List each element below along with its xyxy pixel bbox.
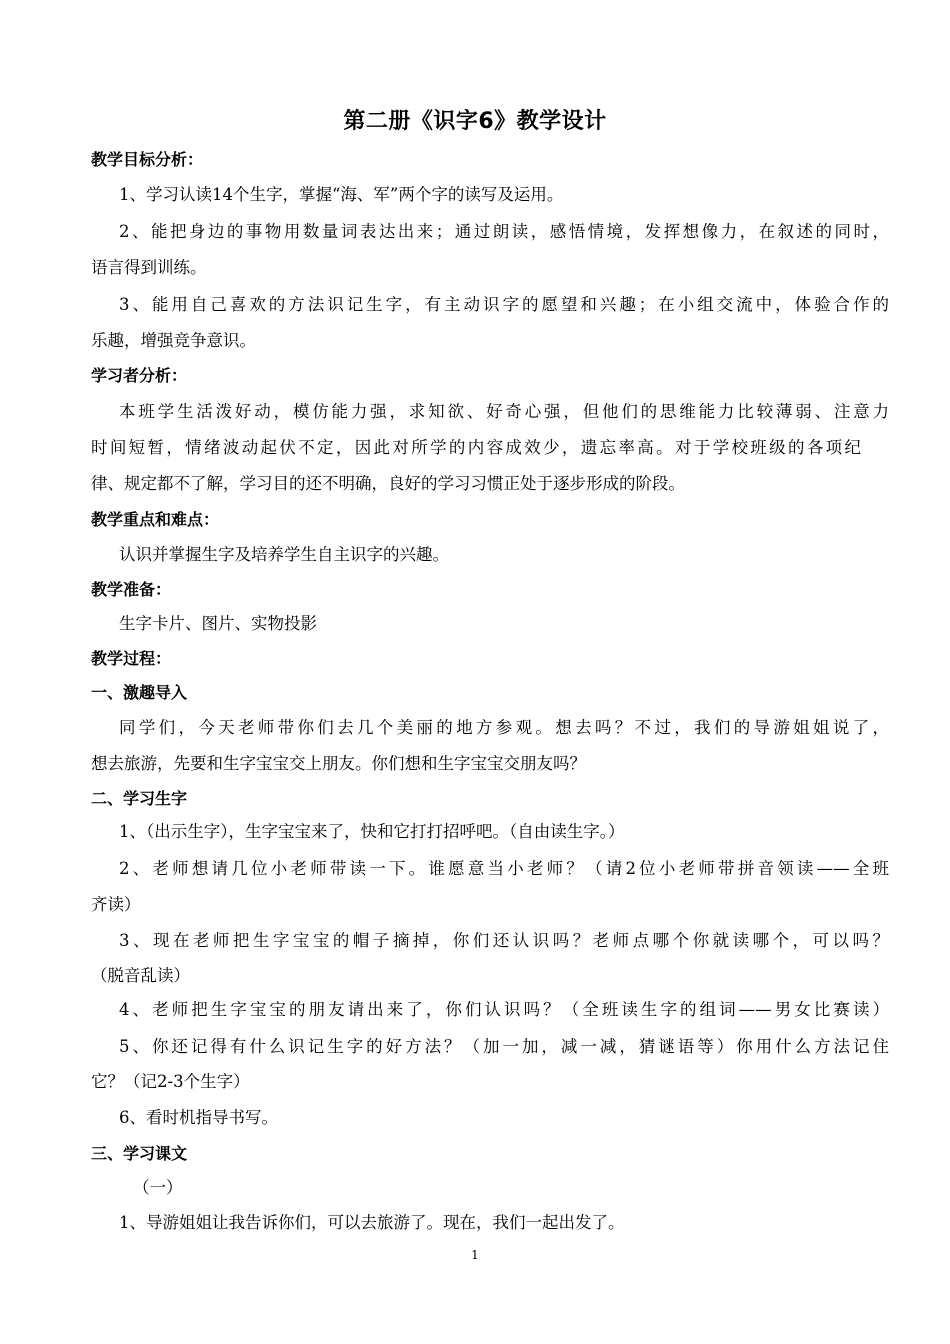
- section-heading-process: 教学过程：: [91, 649, 172, 668]
- paragraph-line: 语言得到训练。: [91, 258, 207, 277]
- subsection-heading-intro: 一、激趣导入: [91, 683, 188, 702]
- paragraph-line: 1、（出示生字），生字宝宝来了，快和它打打招呼吧。（自由读生字。）: [119, 822, 625, 841]
- paragraph-line: 同学们，今天老师带你们去几个美丽的地方参观。想去吗？不过，我们的导游姐姐说了，: [119, 718, 889, 737]
- paragraph-line: 想去旅游，先要和生字宝宝交上朋友。你们想和生字宝宝交朋友吗？: [91, 754, 586, 773]
- section-heading-objectives: 教学目标分析：: [91, 150, 204, 169]
- subsection-heading-text: 三、学习课文: [91, 1144, 188, 1163]
- paragraph-line: 生字卡片、图片、实物投影: [119, 614, 317, 633]
- paragraph-line: 1、导游姐姐让我告诉你们，可以去旅游了。现在，我们一起出发了。: [119, 1213, 625, 1232]
- paragraph-line: 它？（记2-3个生字）: [91, 1072, 250, 1091]
- paragraph-line: 3、现在老师把生字宝宝的帽子摘掉，你们还认识吗？老师点哪个你就读哪个，可以吗？: [119, 931, 889, 950]
- paragraph-line: 时间短暂，情绪波动起伏不定，因此对所学的内容成效少，遗忘率高。对于学校班级的各项纪: [91, 438, 861, 457]
- paragraph-line: （一）: [133, 1178, 183, 1197]
- paragraph-line: 律、规定都不了解，学习目的还不明确，良好的学习习惯正处于逐步形成的阶段。: [91, 474, 685, 493]
- paragraph-line: 2、老师想请几位小老师带读一下。谁愿意当小老师？（请2位小老师带拼音领读——全班: [119, 859, 889, 878]
- page-number: 1: [471, 1248, 479, 1262]
- paragraph-line: 齐读）: [91, 895, 141, 914]
- paragraph-line: 本班学生活泼好动，模仿能力强，求知欲、好奇心强，但他们的思维能力比较薄弱、注意力: [119, 402, 889, 421]
- paragraph-line: 认识并掌握生字及培养学生自主识字的兴趣。: [119, 545, 449, 564]
- subsection-heading-characters: 二、学习生字: [91, 789, 188, 808]
- section-heading-learners: 学习者分析：: [91, 366, 188, 385]
- section-heading-key-points: 教学重点和难点：: [91, 510, 220, 529]
- paragraph-line: 3、能用自己喜欢的方法识记生字，有主动识字的愿望和兴趣；在小组交流中，体验合作的: [119, 295, 889, 314]
- paragraph-line: （脱音乱读）: [91, 966, 190, 985]
- document-title: 第二册《识字6》教学设计: [343, 109, 607, 134]
- section-heading-preparation: 教学准备：: [91, 580, 172, 599]
- paragraph-line: 2、能把身边的事物用数量词表达出来；通过朗读，感悟情境，发挥想像力，在叙述的同时，: [119, 222, 889, 241]
- paragraph-line: 6、看时机指导书写。: [119, 1108, 278, 1127]
- paragraph-line: 4、老师把生字宝宝的朋友请出来了，你们认识吗？（全班读生字的组词——男女比赛读）: [119, 1000, 889, 1019]
- paragraph-line: 5、你还记得有什么识记生字的好方法？（加一加，减一减，猜谜语等）你用什么方法记住: [119, 1037, 889, 1056]
- paragraph-line: 1、学习认读14个生字，掌握“海、军”两个字的读写及运用。: [119, 185, 564, 204]
- paragraph-line: 乐趣，增强竞争意识。: [91, 331, 256, 350]
